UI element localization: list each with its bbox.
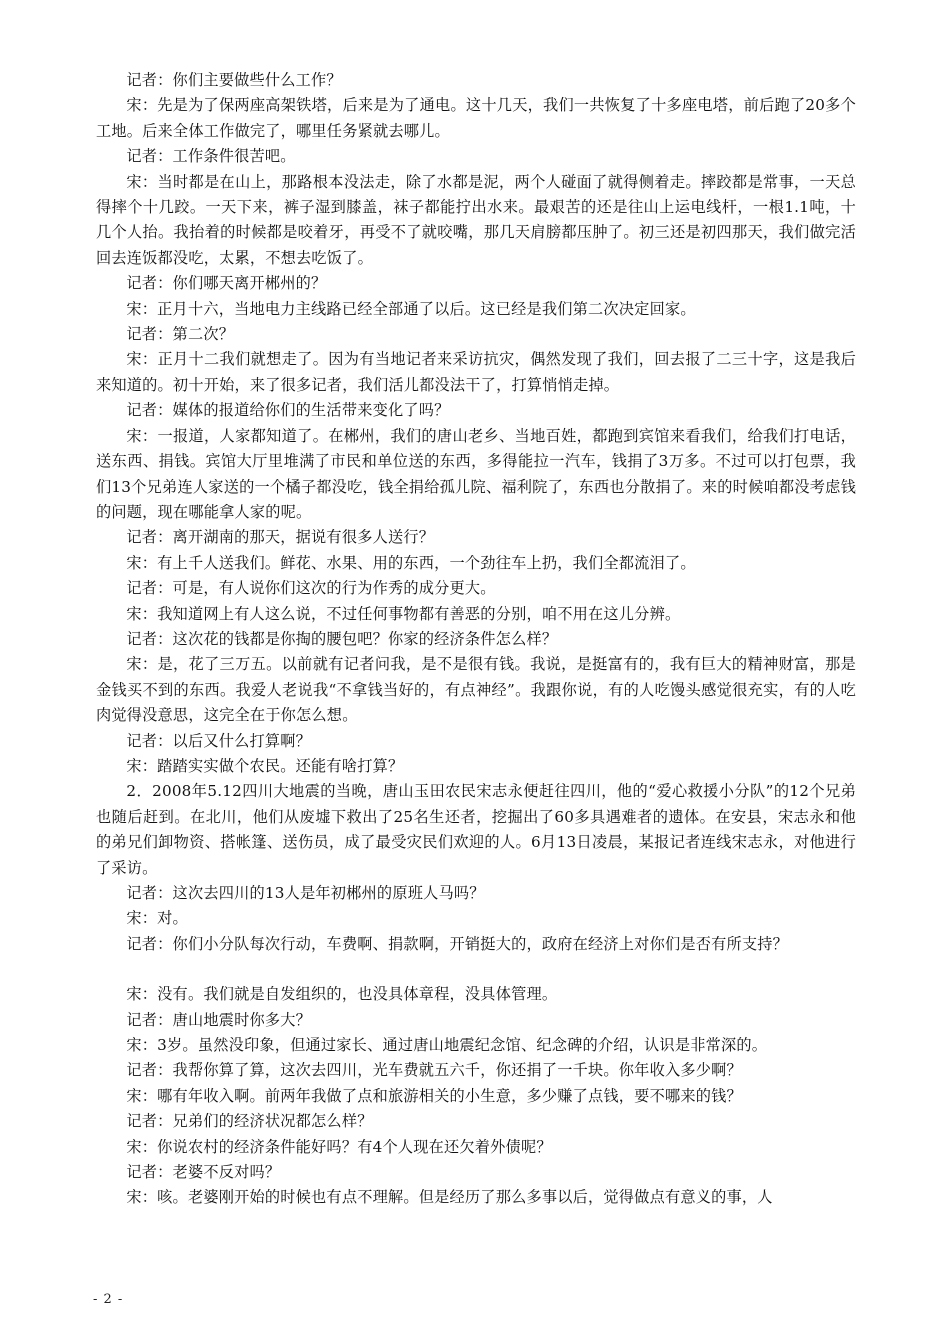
paragraph: 记者：这次去四川的13人是年初郴州的原班人马吗？ [126,884,485,902]
document-body [96,68,856,1211]
paragraph: 宋：当时都是在山上，那路根本没法走，除了水都是泥，两个人碰面了就得侧着走。摔跤都是常事，一天总得摔个十几跤。一天下来，裤子湿到膝盖，袜子都能拧出水来。最艰苦的还是往山上运电线杆，一根1.1吨，十几个人抬。我抬着的时候都是咬着牙，再受不了就咬嘴，那几天肩膀都压肿了。初三还是初四那天，我们做完活回去连饭都没吃，太累，不想去吃饭了。 [96,172,856,267]
paragraph: 宋：你说农村的经济条件能好吗？有4个人现在还欠着外债呢？ [126,1137,552,1156]
paragraph: 宋：咳。老婆刚开始的时候也有点不理解。但是经历了那么多事以后，觉得做点有意义的事，人 [126,1188,773,1207]
paragraph: 记者：你们主要做些什么工作？ [126,71,342,89]
paragraph: 记者：工作条件很苦吧。 [126,147,296,166]
paragraph: 记者：你们小分队每次行动，车费啊、捐款啊，开销挺大的，政府在经济上对你们是否有所支持？ [126,934,789,953]
paragraph: 宋：哪有年收入啊。前两年我做了点和旅游相关的小生意，多少赚了点钱，要不哪来的钱？ [126,1086,742,1105]
paragraph: 记者：我帮你算了算，这次去四川，光车费就五六千，你还捐了一千块。你年收入多少啊？ [126,1061,742,1080]
paragraph: 记者：你们哪天离开郴州的？ [126,274,327,293]
paragraph: 宋：3岁。虽然没印象，但通过家长、通过唐山地震纪念馆、纪念碑的介绍，认识是非常深的。 [126,1036,768,1055]
page-number: - 2 - [93,1292,124,1307]
paragraph: 记者：离开湖南的那天，据说有很多人送行？ [126,528,435,547]
paragraph: 宋：是，花了三万五。以前就有记者问我，是不是很有钱。我说，是挺富有的，我有巨大的精神财富，那是金钱买不到的东西。我爱人老说我“不拿钱当好的，有点神经”。我跟你说，有的人吃馒头感觉很充实，有的人吃肉觉得没意思，这完全在于你怎么想。 [96,655,856,725]
paragraph: 记者：兄弟们的经济状况都怎么样？ [126,1112,373,1131]
paragraph: 宋：我知道网上有人这么说，不过任何事物都有善恶的分别，咱不用在这儿分辨。 [126,604,681,623]
paragraph: 记者：唐山地震时你多大？ [126,1010,312,1029]
paragraph: 记者：以后又什么打算啊？ [126,731,312,750]
paragraph: 宋：踏踏实实做个农民。还能有啥打算？ [126,756,404,775]
paragraph: 宋：有上千人送我们。鲜花、水果、用的东西，一个劲往车上扔，我们全都流泪了。 [126,553,696,572]
paragraph: 2．2008年5.12四川大地震的当晚，唐山玉田农民宋志永便赶往四川，他的“爱心救援小分队”的12个兄弟也随后赶到。在北川，他们从废墟下救出了25名生还者，挖掘出了60多具遇难者的遗体。在安县，宋志永和他的弟兄们卸物资、搭帐篷、送伤员，成了最受灾民们欢迎的人。6月13日凌晨，某报记者连线宋志永，对他进行了采访。 [96,782,856,877]
paragraph: 记者：老婆不反对吗？ [126,1163,281,1182]
paragraph: 记者：媒体的报道给你们的生活带来变化了吗？ [126,401,450,420]
paragraph: 记者：第二次？ [126,325,235,344]
paragraph: 宋：一报道，人家都知道了。在郴州，我们的唐山老乡、当地百姓，都跑到宾馆来看我们，给我们打电话，送东西、捐钱。宾馆大厅里堆满了市民和单位送的东西，多得能拉一汽车，钱捐了3万多。不过可以打包票，我们13个兄弟连人家送的一个橘子都没吃，钱全捐给孤儿院、福利院了，东西也分散捐了。来的时候咱都没考虑钱的问题，现在哪能拿人家的呢。 [96,426,856,521]
paragraph: 宋：先是为了保两座高架铁塔，后来是为了通电。这十几天，我们一共恢复了十多座电塔，前后跑了20多个工地。后来全体工作做完了，哪里任务紧就去哪儿。 [96,96,856,140]
paragraph: 宋：正月十六，当地电力主线路已经全部通了以后。这已经是我们第二次决定回家。 [126,299,696,318]
paragraph: 宋：对。 [126,909,188,928]
paragraph: 宋：没有。我们就是自发组织的，也没具体章程，没具体管理。 [126,985,558,1004]
blank-line [96,957,856,982]
paragraph: 记者：这次花的钱都是你掏的腰包吧？你家的经济条件怎么样？ [126,629,558,648]
paragraph: 记者：可是，有人说你们这次的行为作秀的成分更大。 [126,579,496,598]
paragraph: 宋：正月十二我们就想走了。因为有当地记者来采访抗灾，偶然发现了我们，回去报了二三十字，这是我后来知道的。初十开始，来了很多记者，我们活儿都没法干了，打算悄悄走掉。 [96,350,856,394]
